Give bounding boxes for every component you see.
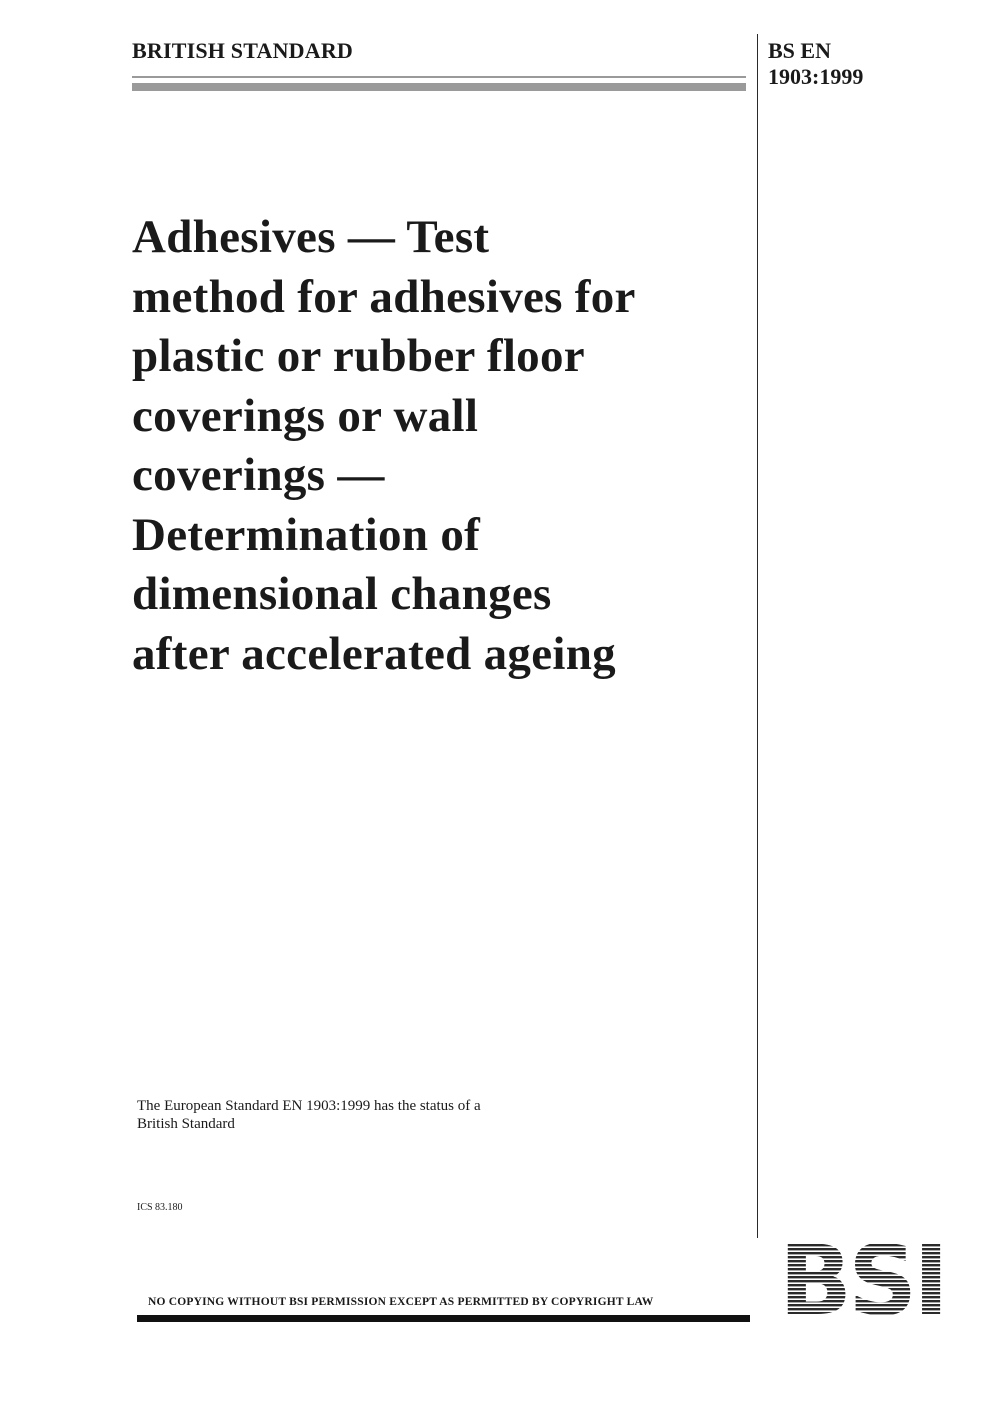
title-line: Adhesives — Test [132, 211, 490, 263]
footer-rule [137, 1315, 750, 1322]
copyright-notice: NO COPYING WITHOUT BSI PERMISSION EXCEPT AS PERMITTED BY COPYRIGHT LAW [148, 1296, 654, 1308]
status-note-line1: The European Standard EN 1903:1999 has the status of a [137, 1098, 481, 1114]
standard-label: BRITISH STANDARD [132, 38, 354, 63]
header-rule-thin [132, 76, 746, 78]
title-line: method for adhesives for [132, 270, 636, 323]
status-note-line2: British Standard [137, 1116, 235, 1132]
title-line: after accelerated ageing [132, 627, 616, 680]
title-line: coverings — [132, 449, 385, 501]
ics-code: ICS 83.180 [137, 1202, 183, 1213]
vertical-divider [757, 34, 758, 1238]
standard-number-line2: 1903:1999 [768, 64, 864, 89]
bsi-logo-icon [774, 1240, 950, 1324]
document-title [132, 208, 748, 684]
title-line: plastic or rubber floor [132, 330, 585, 382]
header-rule-thick [132, 83, 746, 91]
standard-number-line1: BS EN [768, 38, 831, 63]
title-line: Determination of [132, 508, 481, 561]
title-line: coverings or wall [132, 389, 479, 442]
standard-number [768, 38, 863, 90]
bsi-logo-text: BSI [778, 1240, 946, 1324]
title-line: dimensional changes [132, 568, 552, 620]
status-note [137, 1097, 567, 1133]
